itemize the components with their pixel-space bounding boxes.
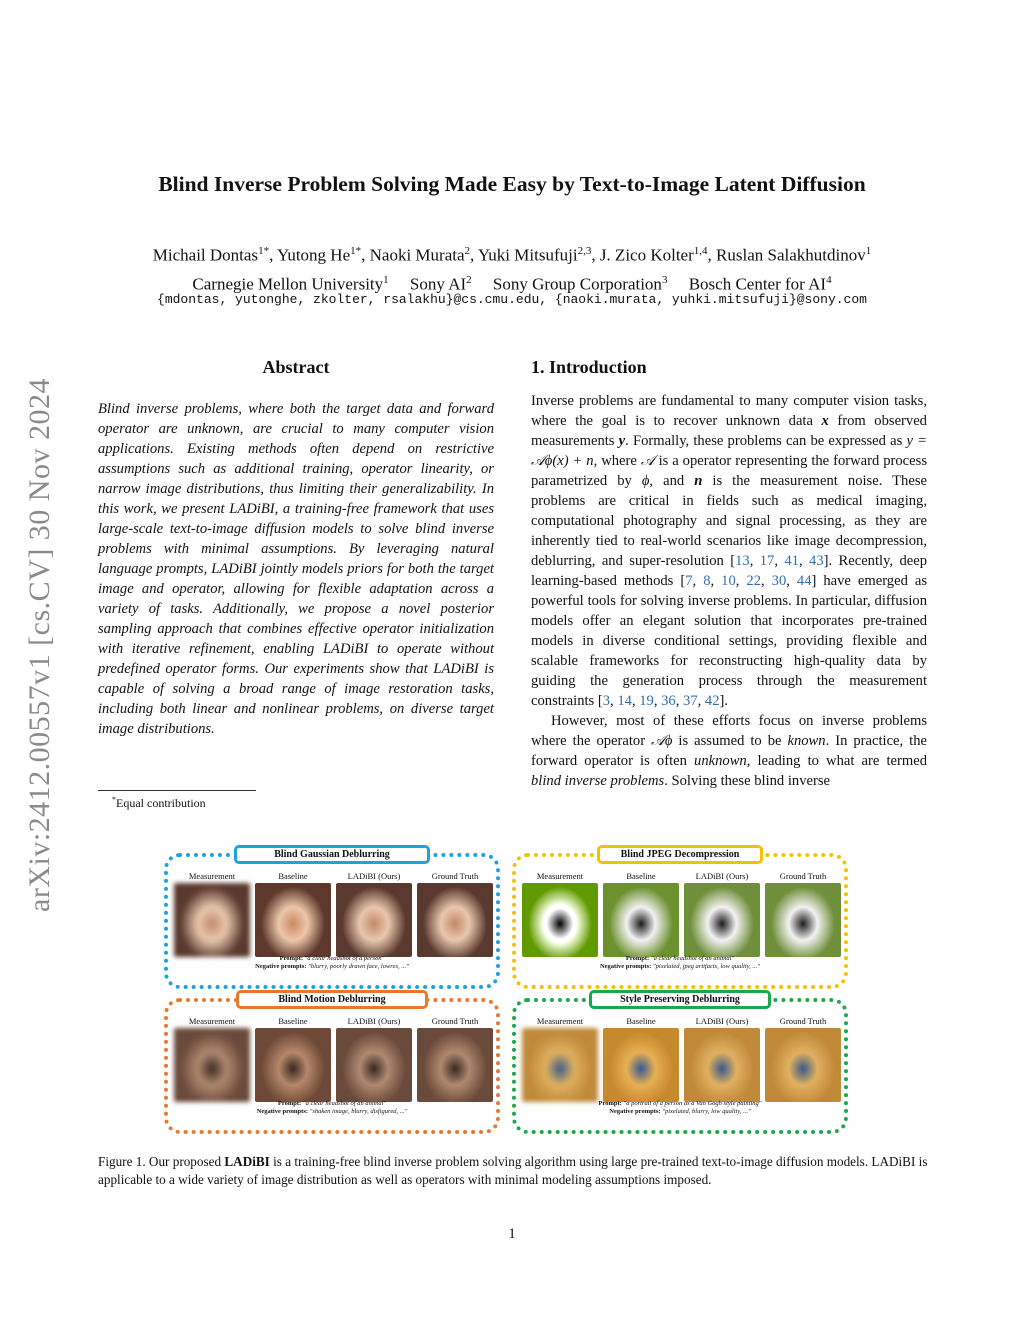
citation-link[interactable]: 42: [704, 693, 720, 709]
citation-link[interactable]: 10: [721, 573, 736, 589]
citation-group: 7, 8, 10, 22, 30, 44: [685, 573, 812, 589]
author: Michail Dontas: [152, 245, 259, 265]
result-image: [522, 883, 598, 957]
column-label: LADiBI (Ours): [347, 871, 401, 881]
result-image: [174, 883, 250, 957]
column-label: Measurement: [536, 1016, 584, 1026]
citation-group: 3, 14, 19, 36, 37, 42: [602, 693, 720, 709]
citation-group: 13, 17, 41, 43: [735, 553, 824, 569]
column-label: Baseline: [278, 1016, 308, 1026]
abstract-heading: Abstract: [262, 357, 330, 377]
page-number: 1: [508, 1226, 516, 1242]
citation-link[interactable]: 22: [746, 573, 761, 589]
author: Yuki Mitsufuji: [477, 245, 578, 265]
citation-link[interactable]: 41: [784, 553, 799, 569]
result-image: [174, 1028, 250, 1102]
result-image: [255, 1028, 331, 1102]
result-image: [255, 883, 331, 957]
introduction-text: [531, 391, 927, 791]
panel-title: Blind JPEG Decompression: [597, 845, 763, 864]
citation-link[interactable]: 13: [735, 553, 750, 569]
panel-title: Blind Gaussian Deblurring: [234, 845, 430, 864]
author: Naoki Murata: [369, 245, 465, 265]
citation-link[interactable]: 37: [683, 693, 698, 709]
column-label: Measurement: [188, 871, 236, 881]
citation-link[interactable]: 7: [685, 573, 693, 589]
column-label: Measurement: [536, 871, 584, 881]
prompt-text: Prompt: "a portrait of a person as a Van Gogh style painting" Negative prompts: "pixelated, blurry, low quality, ...": [598, 1100, 762, 1115]
intro-paragraph-1: Inverse problems are fundamental to many computer vision tasks, where the goal is to recover unknown data x from observed measurements y. Formally, these problems can be expressed as y = 𝒜ϕ(x) + n, where 𝒜 is a operator representing the forward process parametrized by ϕ, and n is the measurement noise. These problems are critical in fields such as medical imaging, computational photography and signal processing, as they are inherently tied to real-world scenarios like image decompression, deblurring, and super-resolution [13, 17, 41, 43]. Recently, deep learning-based methods [7, 8, 10, 22, 30, 44] have emerged as powerful tools for solving inverse problems. In particular, diffusion models offer an elegant solution that incorporates pre-trained models in diverse conditional settings, providing flexible and scalable frameworks for reconstructing high-quality data by guiding the generation process through the measurement constraints [3, 14, 19, 36, 37, 42].: [531, 393, 928, 709]
column-label: LADiBI (Ours): [695, 871, 749, 881]
citation-link[interactable]: 43: [809, 553, 824, 569]
paper-title: Blind Inverse Problem Solving Made Easy by Text-to-Image Latent Diffusion: [158, 172, 866, 196]
abstract-text: Blind inverse problems, where both the target data and forward operator are unknown, are crucial to many computer vision applications. Existing methods often depend on restrictive assumptions such as additional training, operator linearity, or narrow image distributions, thus limiting their generalizability. In this work, we present LADiBI, a training-free framework that uses large-scale text-to-image diffusion models to solve blind inverse problems with minimal assumptions. By leveraging natural language prompts, LADiBI jointly models priors for both the target image and operator, allowing for flexible adaptation across a variety of tasks. Additionally, we propose a novel posterior sampling approach that combines effective operator initialization with iterative refinement, enabling LADiBI to operate without predefined operator forms. Our experiments show that LADiBI is capable of solving a broad range of image restoration tasks, including both linear and nonlinear problems, on diverse target image distributions.: [98, 401, 494, 737]
affiliation: Sony Group Corporation: [492, 274, 662, 294]
panel-title: Blind Motion Deblurring: [236, 990, 428, 1009]
column-label: LADiBI (Ours): [347, 1016, 401, 1026]
citation-link[interactable]: 36: [661, 693, 676, 709]
column-label: Ground Truth: [431, 871, 479, 881]
author: J. Zico Kolter: [599, 245, 694, 265]
result-image: [336, 883, 412, 957]
author: Yutong He: [276, 245, 351, 265]
result-image: [417, 883, 493, 957]
column-label: Ground Truth: [431, 1016, 479, 1026]
figure-panel: [164, 994, 500, 1134]
citation-link[interactable]: 3: [602, 693, 611, 709]
citation-link[interactable]: 19: [639, 693, 654, 709]
prompt-text: Prompt: "a clear headshot of an animal" Negative prompts: "shaken image, blurry, disfigured, ...": [256, 1100, 408, 1115]
figure-1: [164, 843, 860, 1138]
result-image: [684, 1028, 760, 1102]
citation-link[interactable]: 17: [759, 553, 775, 569]
author-block: [0, 239, 1024, 296]
column-label: Ground Truth: [779, 1016, 827, 1026]
result-image: [603, 1028, 679, 1102]
affiliation: Bosch Center for AI: [688, 274, 827, 294]
figure-panel: [164, 849, 500, 989]
affiliation: Carnegie Mellon University: [192, 274, 384, 294]
panel-title: Style Preserving Deblurring: [589, 990, 771, 1009]
column-label: LADiBI (Ours): [695, 1016, 749, 1026]
figure-panel: [512, 994, 848, 1134]
result-image: [336, 1028, 412, 1102]
column-label: Ground Truth: [779, 871, 827, 881]
result-image: [522, 1028, 598, 1102]
footnote-rule: [98, 790, 256, 791]
arxiv-identifier: arXiv:2412.00557v1 [cs.CV] 30 Nov 2024: [23, 378, 56, 912]
citation-link[interactable]: 44: [796, 573, 812, 589]
result-image: [765, 883, 841, 957]
result-image: [603, 883, 679, 957]
column-label: Baseline: [626, 1016, 656, 1026]
column-label: Baseline: [278, 871, 308, 881]
author-emails: {mdontas, yutonghe, zkolter, rsalakhu}@cs.cmu.edu, {naoki.murata, yuhki.mitsufuji}@sony.com: [157, 292, 867, 307]
introduction-heading: 1. Introduction: [531, 357, 647, 377]
result-image: [684, 883, 760, 957]
figure-caption: Figure 1. Our proposed LADiBI is a training-free blind inverse problem solving algorithm using large pre-trained text-to-image diffusion models. LADiBI is applicable to a wide variety of image distribution as well as operators with minimal modeling assumptions imposed.: [98, 1154, 928, 1187]
author: Ruslan Salakhutdinov: [716, 245, 866, 265]
footnote: *Equal contribution: [112, 795, 206, 810]
result-image: [765, 1028, 841, 1102]
citation-link[interactable]: 14: [617, 693, 632, 709]
intro-paragraph-2: However, most of these efforts focus on inverse problems where the operator 𝒜ϕ is assumed to be known. In practice, the forward operator is often unknown, leading to what are termed blind inverse problems. Solving these blind inverse: [531, 713, 928, 789]
affiliations: Carnegie Mellon University$^1$ Sony $AI^2$ Sony Group Corporation$^3$ Bosch Center for $AI^4$: [192, 273, 832, 294]
equation: y = 𝒜ϕ(x) + n: [531, 433, 927, 469]
column-label: Baseline: [626, 871, 656, 881]
citation-link[interactable]: 8: [703, 573, 711, 589]
prompt-text: Prompt: "a clear headshot of an animal" Negative prompts: "pixelated, jpeg artifacts, low quality, ...": [599, 955, 761, 970]
citation-link[interactable]: 30: [771, 573, 787, 589]
result-image: [417, 1028, 493, 1102]
affiliation: Sony AI: [409, 274, 467, 294]
column-label: Measurement: [188, 1016, 236, 1026]
author-names: Michail Dontas$^{1*}$, Yutong $He^{1*}$, Naoki Murata$^2$, Yuki Mitsufuji$^{2,3}$, J. Zico Kolter$^{1,4}$, Ruslan Salakhutdinov$^1$: [152, 245, 872, 265]
figure-panel: [512, 849, 848, 989]
prompt-text: Prompt: "a clear headshot of a person" Negative prompts: "blurry, poorly drawn face, lowres, ...": [255, 955, 409, 970]
